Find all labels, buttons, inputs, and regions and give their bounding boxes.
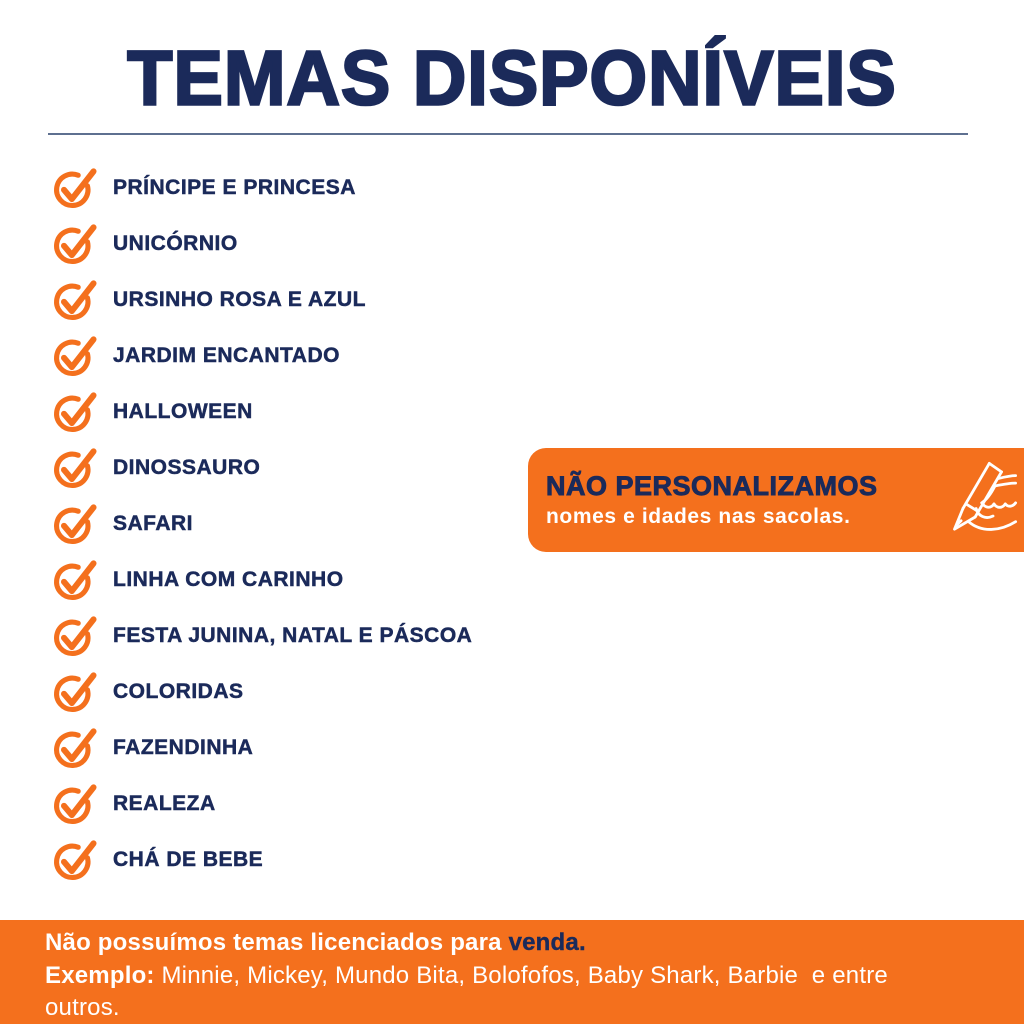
theme-list-item [52, 832, 472, 888]
theme-list-item [52, 440, 472, 496]
footer-bar [0, 920, 1024, 1024]
theme-list-item [52, 608, 472, 664]
no-personalization-badge [528, 448, 1024, 552]
footer-line2-text: Minnie, Mickey, Mundo Bita, Bolofofos, Baby Shark, Barbie e entre [154, 961, 888, 989]
theme-list-item [52, 272, 472, 328]
theme-label: PRÍNCIPE E PRINCESA [113, 176, 356, 199]
check-circle-icon [52, 277, 100, 323]
check-circle-icon [52, 781, 100, 827]
theme-label: COLORIDAS [113, 680, 244, 703]
theme-list-item [52, 552, 472, 608]
title-divider-line [48, 133, 968, 135]
check-circle-icon [52, 445, 100, 491]
footer-line1-highlight: venda. [508, 929, 586, 956]
theme-label: URSINHO ROSA E AZUL [113, 288, 366, 311]
badge-title: NÃO PERSONALIZAMOS [546, 471, 878, 501]
theme-list [52, 160, 472, 888]
footer-line-1 [45, 927, 979, 960]
theme-label: REALEZA [113, 792, 216, 815]
footer-line1-text: Não possuímos temas licenciados para [45, 929, 509, 956]
theme-label: CHÁ DE BEBE [113, 848, 264, 871]
theme-list-item [52, 160, 472, 216]
check-circle-icon [52, 669, 100, 715]
check-circle-icon [52, 613, 100, 659]
theme-list-item [52, 664, 472, 720]
badge-subtitle: nomes e idades nas sacolas. [546, 505, 851, 528]
theme-list-item [52, 384, 472, 440]
theme-label: HALLOWEEN [113, 400, 253, 423]
theme-list-item [52, 328, 472, 384]
page-title: TEMAS DISPONÍVEIS [127, 35, 897, 122]
theme-label: LINHA COM CARINHO [113, 568, 344, 591]
theme-label: UNICÓRNIO [113, 232, 238, 255]
theme-label: FAZENDINHA [113, 736, 254, 759]
check-circle-icon [52, 389, 100, 435]
check-circle-icon [52, 221, 100, 267]
theme-label: SAFARI [113, 512, 194, 535]
check-circle-icon [52, 725, 100, 771]
badge-text-block [528, 471, 878, 529]
theme-label: JARDIM ENCANTADO [113, 344, 340, 367]
pencil-hand-icon [938, 454, 1018, 548]
check-circle-icon [52, 501, 100, 547]
check-circle-icon [52, 557, 100, 603]
check-circle-icon [52, 333, 100, 379]
footer-line-3 [45, 992, 979, 1024]
theme-list-item [52, 776, 472, 832]
theme-label: FESTA JUNINA, NATAL E PÁSCOA [113, 624, 473, 647]
footer-line-2 [45, 960, 979, 993]
theme-list-item [52, 216, 472, 272]
footer-line2-label: Exemplo: [45, 961, 155, 989]
theme-list-item [52, 496, 472, 552]
theme-label: DINOSSAURO [113, 456, 261, 479]
theme-list-item [52, 720, 472, 776]
footer-line3-text: outros. [45, 994, 120, 1021]
check-circle-icon [52, 837, 100, 883]
check-circle-icon [52, 165, 100, 211]
